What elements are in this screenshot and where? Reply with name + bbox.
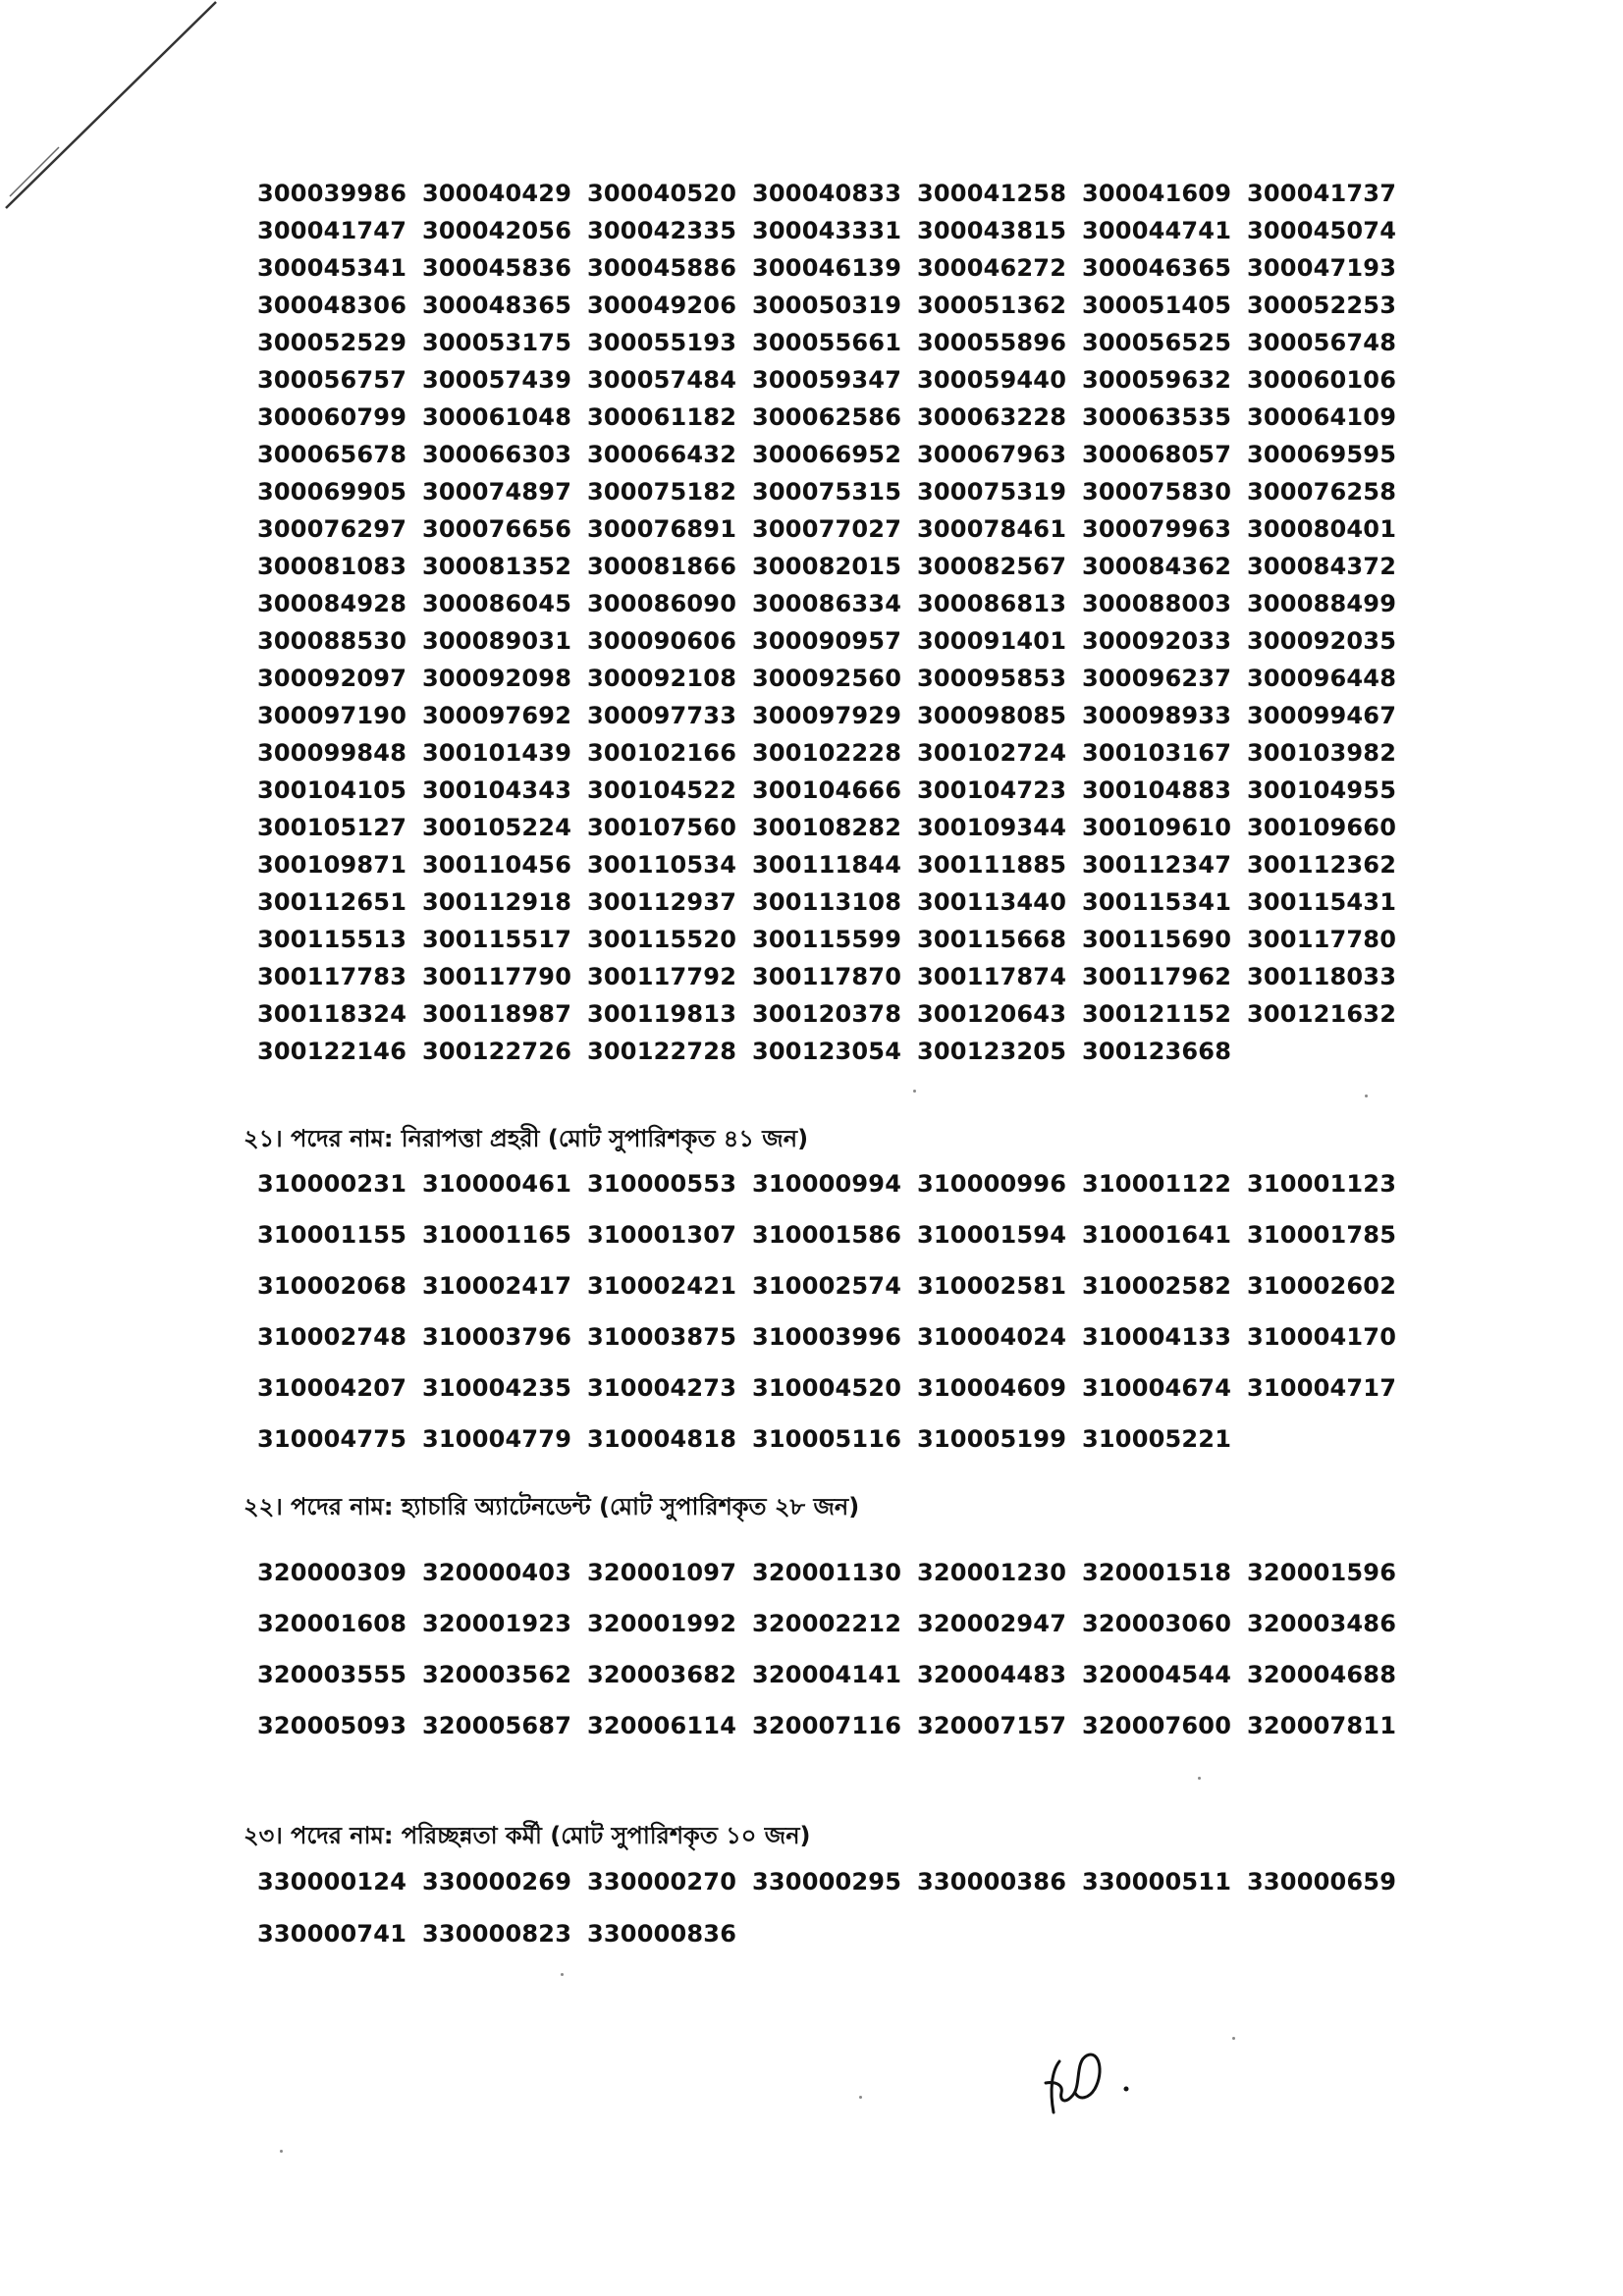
roll-number: 300115668 [917, 926, 1067, 953]
roll-number: 310000553 [587, 1170, 737, 1198]
roll-number: 300117790 [422, 963, 572, 990]
roll-number: 300112347 [1082, 851, 1232, 879]
roll-number: 300086813 [917, 590, 1067, 617]
scan-edge-line [0, 0, 236, 226]
roll-number: 300117874 [917, 963, 1067, 990]
roll-number: 300069595 [1247, 441, 1397, 468]
roll-number: 310001122 [1082, 1170, 1232, 1198]
roll-number: 310001594 [917, 1221, 1067, 1249]
roll-number: 300120643 [917, 1000, 1067, 1028]
roll-number: 300059440 [917, 366, 1067, 394]
roll-number: 320001992 [587, 1610, 737, 1637]
roll-number: 300097692 [422, 702, 572, 729]
roll-number: 300086090 [587, 590, 737, 617]
roll-number: 310001307 [587, 1221, 737, 1249]
handwritten-signature [1036, 2032, 1144, 2120]
roll-number: 310005116 [752, 1425, 902, 1453]
roll-number: 300102228 [752, 739, 902, 767]
roll-number: 300068057 [1082, 441, 1232, 468]
roll-number: 300042056 [422, 217, 572, 244]
roll-number: 300056748 [1247, 329, 1397, 356]
roll-number: 300117792 [587, 963, 737, 990]
roll-number: 330000270 [587, 1868, 737, 1896]
roll-number: 300115599 [752, 926, 902, 953]
roll-number: 300092098 [422, 665, 572, 692]
roll-number: 300045074 [1247, 217, 1397, 244]
roll-number: 300041747 [257, 217, 407, 244]
roll-number: 300052529 [257, 329, 407, 356]
section-heading-security-guard: ২১। পদের নাম: নিরাপত্তা প্রহরী (মোট সুপারিশকৃত ৪১ জন) [243, 1125, 809, 1152]
roll-number: 300115690 [1082, 926, 1232, 953]
roll-number: 300084928 [257, 590, 407, 617]
roll-number: 320001518 [1082, 1559, 1232, 1586]
roll-number: 300043815 [917, 217, 1067, 244]
roll-number: 300065678 [257, 441, 407, 468]
roll-number: 310004207 [257, 1374, 407, 1402]
roll-number: 300098085 [917, 702, 1067, 729]
roll-number: 320003486 [1247, 1610, 1397, 1637]
roll-number: 300066952 [752, 441, 902, 468]
roll-number: 320001596 [1247, 1559, 1397, 1586]
roll-number: 300113440 [917, 888, 1067, 916]
roll-number: 300049206 [587, 292, 737, 319]
roll-number: 300123054 [752, 1038, 902, 1065]
roll-number: 310001165 [422, 1221, 572, 1249]
roll-number: 300112651 [257, 888, 407, 916]
scan-speck [913, 1090, 916, 1093]
roll-number: 320002947 [917, 1610, 1067, 1637]
roll-number: 300060799 [257, 403, 407, 431]
roll-number: 300051362 [917, 292, 1067, 319]
roll-number: 310000994 [752, 1170, 902, 1198]
roll-number: 310004235 [422, 1374, 572, 1402]
roll-number: 300092560 [752, 665, 902, 692]
roll-number: 310000231 [257, 1170, 407, 1198]
roll-number: 310005199 [917, 1425, 1067, 1453]
roll-number: 300086334 [752, 590, 902, 617]
scan-speck [1365, 1095, 1368, 1097]
roll-number: 300104343 [422, 776, 572, 804]
section-heading-cleaner: ২৩। পদের নাম: পরিচ্ছন্নতা কর্মী (মোট সুপারিশকৃত ১০ জন) [243, 1822, 811, 1849]
roll-number: 330000295 [752, 1868, 902, 1896]
roll-number: 300089031 [422, 627, 572, 655]
roll-number: 300056525 [1082, 329, 1232, 356]
roll-number: 300109610 [1082, 814, 1232, 841]
roll-number: 300122146 [257, 1038, 407, 1065]
roll-number: 300115513 [257, 926, 407, 953]
roll-number: 300053175 [422, 329, 572, 356]
roll-number: 300045836 [422, 254, 572, 282]
roll-number: 310001586 [752, 1221, 902, 1249]
section-heading-hatchery-attendant: ২২। পদের নাম: হ্যাচারি অ্যাটেনডেন্ট (মোট সুপারিশকৃত ২৮ জন) [243, 1493, 860, 1521]
roll-number: 300076258 [1247, 478, 1397, 506]
roll-number: 300066432 [587, 441, 737, 468]
roll-number: 310003796 [422, 1323, 572, 1351]
roll-number: 300120378 [752, 1000, 902, 1028]
roll-number: 320001230 [917, 1559, 1067, 1586]
roll-number: 310002581 [917, 1272, 1067, 1300]
roll-number: 300104666 [752, 776, 902, 804]
roll-number: 300046365 [1082, 254, 1232, 282]
roll-number: 330000269 [422, 1868, 572, 1896]
roll-number: 300084372 [1247, 553, 1397, 580]
roll-number: 300104883 [1082, 776, 1232, 804]
roll-number: 300075319 [917, 478, 1067, 506]
roll-number: 310004779 [422, 1425, 572, 1453]
roll-number: 300088530 [257, 627, 407, 655]
roll-number: 300046272 [917, 254, 1067, 282]
roll-number: 300048365 [422, 292, 572, 319]
roll-number: 300121632 [1247, 1000, 1397, 1028]
roll-number: 310002068 [257, 1272, 407, 1300]
roll-number: 300117780 [1247, 926, 1397, 953]
roll-number: 310004024 [917, 1323, 1067, 1351]
roll-number: 300078461 [917, 515, 1067, 543]
roll-number: 320000309 [257, 1559, 407, 1586]
roll-number: 320006114 [587, 1712, 737, 1739]
roll-number: 300092035 [1247, 627, 1397, 655]
roll-number: 300040833 [752, 180, 902, 207]
roll-number: 320003060 [1082, 1610, 1232, 1637]
roll-number: 300056757 [257, 366, 407, 394]
roll-number: 300092108 [587, 665, 737, 692]
scan-speck [561, 1973, 564, 1976]
roll-number: 300086045 [422, 590, 572, 617]
roll-number: 300044741 [1082, 217, 1232, 244]
roll-number: 300110534 [587, 851, 737, 879]
roll-number: 300088499 [1247, 590, 1397, 617]
roll-number: 300055193 [587, 329, 737, 356]
roll-number: 300067963 [917, 441, 1067, 468]
roll-number: 300059347 [752, 366, 902, 394]
roll-number: 300055896 [917, 329, 1067, 356]
roll-number: 310001155 [257, 1221, 407, 1249]
roll-number: 300115431 [1247, 888, 1397, 916]
roll-number: 300112937 [587, 888, 737, 916]
roll-number: 300061048 [422, 403, 572, 431]
roll-number: 300117783 [257, 963, 407, 990]
roll-number: 320004483 [917, 1661, 1067, 1688]
roll-number: 300081866 [587, 553, 737, 580]
roll-number: 310005221 [1082, 1425, 1232, 1453]
roll-number: 300109871 [257, 851, 407, 879]
roll-number: 300097929 [752, 702, 902, 729]
roll-number: 300057484 [587, 366, 737, 394]
roll-number: 300099467 [1247, 702, 1397, 729]
roll-number: 320007157 [917, 1712, 1067, 1739]
scan-speck [280, 2150, 283, 2153]
roll-number: 310001785 [1247, 1221, 1397, 1249]
roll-number: 300041609 [1082, 180, 1232, 207]
roll-number: 310004717 [1247, 1374, 1397, 1402]
roll-number: 320005093 [257, 1712, 407, 1739]
roll-number: 310000996 [917, 1170, 1067, 1198]
roll-number: 330000124 [257, 1868, 407, 1896]
roll-number: 310002574 [752, 1272, 902, 1300]
roll-number: 320003562 [422, 1661, 572, 1688]
roll-number: 300076297 [257, 515, 407, 543]
roll-number: 310004170 [1247, 1323, 1397, 1351]
roll-number: 320004544 [1082, 1661, 1232, 1688]
roll-number: 300110456 [422, 851, 572, 879]
roll-number: 300090606 [587, 627, 737, 655]
roll-number: 300050319 [752, 292, 902, 319]
roll-number: 300115341 [1082, 888, 1232, 916]
roll-number: 310004674 [1082, 1374, 1232, 1402]
roll-number: 300104522 [587, 776, 737, 804]
roll-number: 300122726 [422, 1038, 572, 1065]
roll-number: 300081083 [257, 553, 407, 580]
roll-number: 300075830 [1082, 478, 1232, 506]
roll-number: 310004609 [917, 1374, 1067, 1402]
roll-number: 300118324 [257, 1000, 407, 1028]
roll-number: 310003996 [752, 1323, 902, 1351]
roll-number: 320000403 [422, 1559, 572, 1586]
roll-number: 310000461 [422, 1170, 572, 1198]
roll-number: 320001097 [587, 1559, 737, 1586]
roll-number: 300102724 [917, 739, 1067, 767]
roll-number: 300119813 [587, 1000, 737, 1028]
roll-number: 300045341 [257, 254, 407, 282]
roll-number: 300117870 [752, 963, 902, 990]
roll-number-list-security-guard [257, 1158, 1416, 1465]
roll-number: 300077027 [752, 515, 902, 543]
roll-number: 300090957 [752, 627, 902, 655]
roll-number: 300102166 [587, 739, 737, 767]
roll-number: 320005687 [422, 1712, 572, 1739]
roll-number: 320003555 [257, 1661, 407, 1688]
roll-number: 300040429 [422, 180, 572, 207]
roll-number: 300060106 [1247, 366, 1397, 394]
roll-number: 330000659 [1247, 1868, 1397, 1896]
roll-number-list-cleaner [257, 1856, 1416, 1960]
roll-number: 300076891 [587, 515, 737, 543]
roll-number: 300104105 [257, 776, 407, 804]
roll-number: 300079963 [1082, 515, 1232, 543]
roll-number: 330000511 [1082, 1868, 1232, 1896]
roll-number: 300047193 [1247, 254, 1397, 282]
roll-number: 300069905 [257, 478, 407, 506]
roll-number: 320007600 [1082, 1712, 1232, 1739]
roll-number: 300115517 [422, 926, 572, 953]
roll-number: 310002421 [587, 1272, 737, 1300]
roll-number: 310002748 [257, 1323, 407, 1351]
roll-number: 300103982 [1247, 739, 1397, 767]
roll-number: 310004818 [587, 1425, 737, 1453]
roll-number: 320002212 [752, 1610, 902, 1637]
roll-number: 300105127 [257, 814, 407, 841]
roll-number: 320001130 [752, 1559, 902, 1586]
roll-number: 300099848 [257, 739, 407, 767]
roll-number: 300104955 [1247, 776, 1397, 804]
roll-number: 300042335 [587, 217, 737, 244]
roll-number-list-hatchery-attendant [257, 1547, 1416, 1751]
roll-number-list-continued [257, 175, 1416, 1070]
roll-number: 300101439 [422, 739, 572, 767]
roll-number: 330000836 [587, 1920, 737, 1948]
roll-number: 320003682 [587, 1661, 737, 1688]
roll-number: 300076656 [422, 515, 572, 543]
roll-number: 300039986 [257, 180, 407, 207]
roll-number: 300097190 [257, 702, 407, 729]
roll-number: 300097733 [587, 702, 737, 729]
roll-number: 300112918 [422, 888, 572, 916]
roll-number: 320007116 [752, 1712, 902, 1739]
roll-number: 300041737 [1247, 180, 1397, 207]
roll-number: 300082567 [917, 553, 1067, 580]
roll-number: 300123205 [917, 1038, 1067, 1065]
roll-number: 310002417 [422, 1272, 572, 1300]
roll-number: 300084362 [1082, 553, 1232, 580]
roll-number: 300048306 [257, 292, 407, 319]
roll-number: 300063228 [917, 403, 1067, 431]
roll-number: 300075315 [752, 478, 902, 506]
roll-number: 300121152 [1082, 1000, 1232, 1028]
scan-speck [1232, 2037, 1235, 2040]
roll-number: 300113108 [752, 888, 902, 916]
roll-number: 300055661 [752, 329, 902, 356]
roll-number: 300046139 [752, 254, 902, 282]
roll-number: 330000823 [422, 1920, 572, 1948]
roll-number: 300108282 [752, 814, 902, 841]
roll-number: 300105224 [422, 814, 572, 841]
roll-number: 300091401 [917, 627, 1067, 655]
roll-number: 300098933 [1082, 702, 1232, 729]
roll-number: 310004273 [587, 1374, 737, 1402]
roll-number: 300041258 [917, 180, 1067, 207]
roll-number: 310001641 [1082, 1221, 1232, 1249]
roll-number: 300104723 [917, 776, 1067, 804]
roll-number: 300115520 [587, 926, 737, 953]
roll-number: 300052253 [1247, 292, 1397, 319]
roll-number: 300074897 [422, 478, 572, 506]
roll-number: 300103167 [1082, 739, 1232, 767]
roll-number: 300095853 [917, 665, 1067, 692]
roll-number: 330000386 [917, 1868, 1067, 1896]
scan-speck [1198, 1777, 1201, 1780]
roll-number: 300059632 [1082, 366, 1232, 394]
roll-number: 300080401 [1247, 515, 1397, 543]
roll-number: 320007811 [1247, 1712, 1397, 1739]
roll-number: 300111885 [917, 851, 1067, 879]
roll-number: 320004141 [752, 1661, 902, 1688]
roll-number: 300040520 [587, 180, 737, 207]
roll-number: 300111844 [752, 851, 902, 879]
roll-number: 300043331 [752, 217, 902, 244]
roll-number: 320001608 [257, 1610, 407, 1637]
roll-number: 310004775 [257, 1425, 407, 1453]
roll-number: 310002582 [1082, 1272, 1232, 1300]
roll-number: 300057439 [422, 366, 572, 394]
roll-number: 330000741 [257, 1920, 407, 1948]
roll-number: 310003875 [587, 1323, 737, 1351]
roll-number: 300096448 [1247, 665, 1397, 692]
roll-number: 300088003 [1082, 590, 1232, 617]
roll-number: 300092097 [257, 665, 407, 692]
roll-number: 310004133 [1082, 1323, 1232, 1351]
roll-number: 300122728 [587, 1038, 737, 1065]
roll-number: 300082015 [752, 553, 902, 580]
roll-number: 300107560 [587, 814, 737, 841]
roll-number: 300061182 [587, 403, 737, 431]
roll-number: 300045886 [587, 254, 737, 282]
roll-number: 300096237 [1082, 665, 1232, 692]
roll-number: 300123668 [1082, 1038, 1232, 1065]
roll-number: 310004520 [752, 1374, 902, 1402]
roll-number: 310001123 [1247, 1170, 1397, 1198]
roll-number: 320001923 [422, 1610, 572, 1637]
roll-number: 300117962 [1082, 963, 1232, 990]
roll-number: 300062586 [752, 403, 902, 431]
scan-speck [859, 2096, 862, 2099]
roll-number: 300075182 [587, 478, 737, 506]
roll-number: 300063535 [1082, 403, 1232, 431]
roll-number: 300081352 [422, 553, 572, 580]
roll-number: 300118033 [1247, 963, 1397, 990]
roll-number: 300112362 [1247, 851, 1397, 879]
roll-number: 300118987 [422, 1000, 572, 1028]
roll-number: 300064109 [1247, 403, 1397, 431]
roll-number: 300092033 [1082, 627, 1232, 655]
roll-number: 310002602 [1247, 1272, 1397, 1300]
roll-number: 300066303 [422, 441, 572, 468]
roll-number: 300109344 [917, 814, 1067, 841]
roll-number: 300109660 [1247, 814, 1397, 841]
roll-number: 300051405 [1082, 292, 1232, 319]
roll-number: 320004688 [1247, 1661, 1397, 1688]
